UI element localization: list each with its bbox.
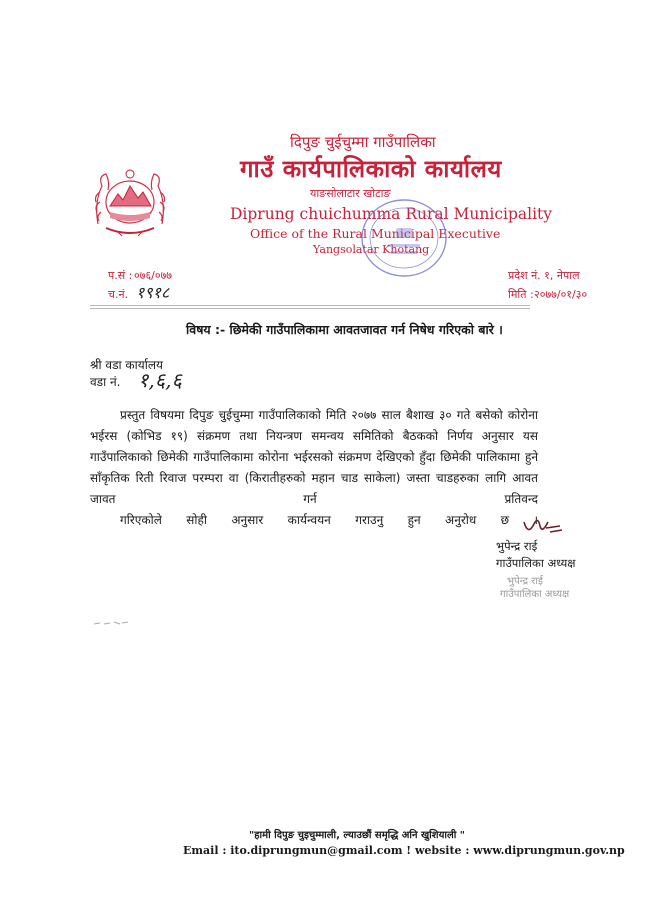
letter-body-main: प्रस्तुत विषयमा दिपुङ चुईचुम्मा गाउँपालिकाको मिति २०७७ साल बैशाख ३० गते बसेको कोरोना भईरस (कोभिड १९) संक्रमण तथा नियन्त्रण समन्वय समितिको बैठकको निर्णय अनुसार यस गाउँपालिकाको छिमेकी गाउँपालिकामा कोरोना भईरसको संक्रमण देखिएको हुँदा छिमेकी पालिकामा हुने साँकृतिक रिती रिवाज परम्परा वा (किरातीहरुको महान चाड साकेला) जस्ता चाडहरुका लागि आवत जावत गर्न प्रतिवन्द bbox=[90, 408, 538, 506]
recipient-office: श्री वडा कार्यालय bbox=[90, 358, 163, 372]
date-value: २०७७/०१/३० bbox=[534, 288, 588, 301]
letterhead-address-english: Yangsolatar Khotang bbox=[313, 243, 430, 256]
ps-label: प.सं : bbox=[108, 269, 133, 282]
recipient-ward-numbers: १,६,६ bbox=[138, 368, 182, 392]
chn-value: १९१८ bbox=[136, 283, 170, 302]
letter-subject: विषय :- छिमेकी गाउँपालिकामा आवतजावत गर्न निषेध गरिएको बारे । bbox=[186, 322, 503, 337]
signature-icon bbox=[520, 512, 566, 542]
letterhead-address-nepali: याङसोलाटार खोटाङ bbox=[310, 187, 391, 200]
letterhead-municipality-english: Diprung chuichumma Rural Municipality bbox=[230, 205, 553, 223]
letterhead-office-english: Office of the Rural Municipal Executive bbox=[250, 226, 501, 241]
stray-marks bbox=[92, 618, 132, 628]
signatory-title: गाउँपालिका अध्यक्ष bbox=[496, 556, 576, 570]
chn-label: च.नं. bbox=[108, 288, 129, 301]
letterhead-office-nepali: गाउँ कार्यपालिकाको कार्यालय bbox=[240, 155, 502, 183]
office-stamp-icon bbox=[358, 196, 450, 280]
letter-body bbox=[90, 405, 538, 531]
footer-motto: "हामी दिपुङ चुइचुम्माली, ल्याउछौं समृद्धि अनि खुशियाली " bbox=[249, 830, 466, 841]
signatory-stamp-title: गाउँपालिका अध्यक्ष bbox=[500, 589, 570, 600]
province-label: प्रदेश नं. १, नेपाल bbox=[508, 269, 580, 282]
header-divider-secondary bbox=[90, 308, 530, 309]
letterhead-municipality-nepali: दिपुङ चुईचुम्मा गाउँपालिका bbox=[290, 133, 436, 151]
date-label: मिति : bbox=[508, 288, 534, 301]
footer-contact: Email : ito.diprungmun@gmail.com ! website : www.diprungmun.gov.np bbox=[183, 844, 625, 857]
recipient-ward-label: वडा नं. bbox=[90, 375, 121, 389]
nepal-emblem-icon bbox=[88, 162, 172, 242]
header-divider bbox=[90, 305, 530, 306]
signatory-name: भुपेन्द्र राई bbox=[496, 539, 538, 553]
signatory-stamp-name: भुपेन्द्र राई bbox=[507, 576, 543, 587]
letter-body-closing: गरिएकोले सोही अनुसार कार्यन्वयन गराउनु हुन अनुरोध छ । bbox=[120, 513, 538, 527]
ps-value: ०७६/०७७ bbox=[134, 269, 173, 282]
